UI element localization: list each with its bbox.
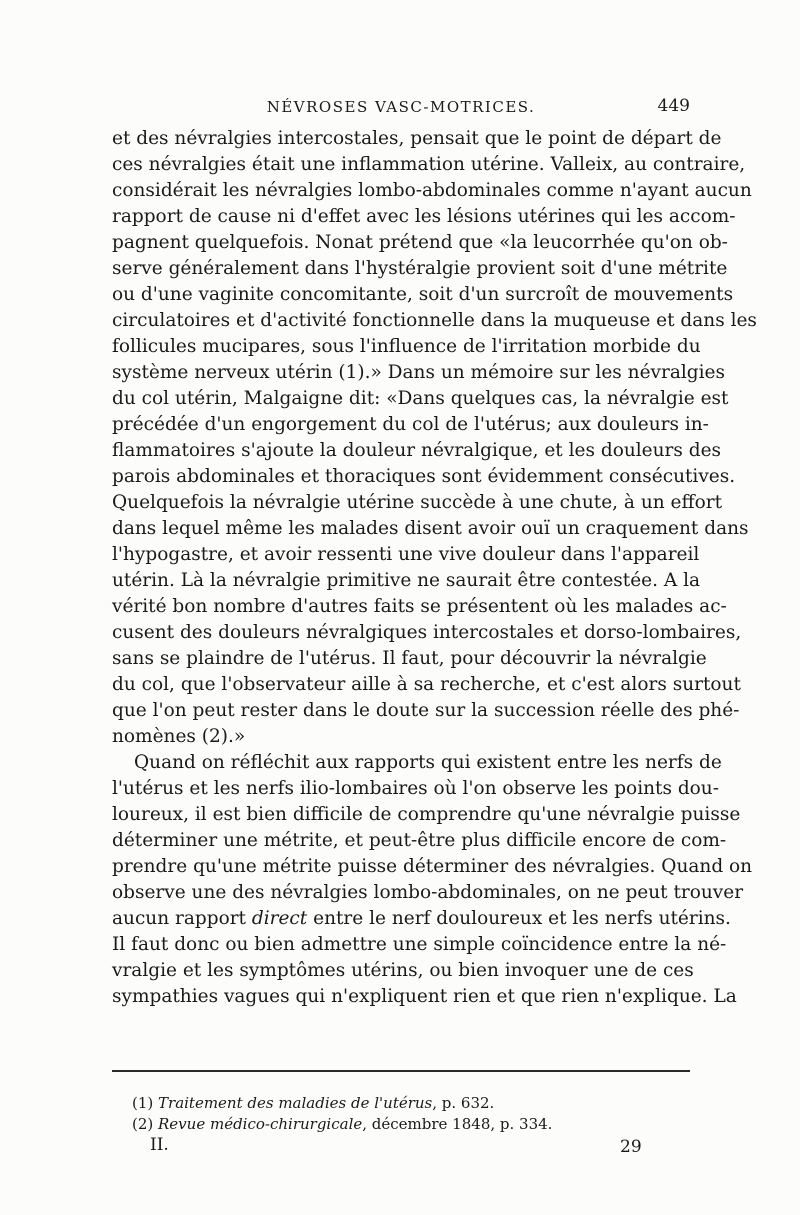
footnote: [132, 1093, 672, 1114]
text-line: [112, 620, 742, 646]
text-line: [112, 776, 719, 802]
text-line: [112, 724, 690, 750]
running-title: NÉVROSES VASC-MOTRICES.: [266, 98, 536, 116]
text-line: [112, 880, 744, 906]
footnote-rule: [112, 1070, 690, 1072]
footnote-title: Traitement des maladies de l'utérus: [158, 1094, 433, 1112]
running-head: [112, 92, 690, 120]
text-run: utérin. Là la névralgie primitive ne saurait être contestée. A la: [112, 570, 701, 591]
footnote-title: Revue médico-chirurgicale: [158, 1115, 363, 1133]
text-run: loureux, il est bien difficile de comprendre qu'une névralgie puisse: [112, 804, 741, 825]
text-line: [112, 568, 701, 594]
text-line: [112, 984, 737, 1010]
text-run: ou d'une vaginite concomitante, soit d'un surcroît de mouvements: [112, 284, 734, 305]
emphasis-run: direct: [251, 908, 308, 929]
text-run: l'hypogastre, et avoir ressenti une vive douleur dans l'appareil: [112, 544, 700, 565]
text-run: du col, que l'observateur aille à sa recherche, et c'est alors surtout: [112, 674, 741, 695]
text-run: rapport de cause ni d'effet avec les lésions utérines qui les accom-: [112, 206, 736, 227]
text-line: [112, 152, 746, 178]
signature-mark: II.: [150, 1135, 169, 1155]
text-run: serve généralement dans l'hystéralgie provient soit d'une métrite: [112, 258, 728, 279]
text-run: l'utérus et les nerfs ilio-lombaires où l'on observe les points dou-: [112, 778, 719, 799]
text-line: [112, 386, 729, 412]
text-run: follicules mucipares, sous l'influence de l'irritation morbide du: [112, 336, 701, 357]
text-run: prendre qu'une métrite puisse déterminer des névralgies. Quand on: [112, 856, 753, 877]
text-run: du col utérin, Malgaigne dit: «Dans quelques cas, la névralgie est: [112, 388, 729, 409]
text-line: [112, 932, 727, 958]
text-run: et des névralgies intercostales, pensait que le point de départ de: [112, 128, 722, 149]
text-run: circulatoires et d'activité fonctionnelle dans la muqueuse et dans les: [112, 310, 757, 331]
text-line: [112, 542, 700, 568]
text-run: Quelquefois la névralgie utérine succède à une chute, à un effort: [112, 492, 723, 513]
text-line: [112, 802, 741, 828]
body-text: [112, 126, 757, 1010]
sheet-number: 29: [620, 1137, 642, 1157]
text-run: sans se plaindre de l'utérus. Il faut, pour découvrir la névralgie: [112, 648, 707, 669]
text-line: [112, 204, 736, 230]
footnotes: [132, 1093, 672, 1135]
footnote-marker: (2): [132, 1115, 159, 1133]
text-run: observe une des névralgies lombo-abdominales, on ne peut trouver: [112, 882, 744, 903]
text-run: système nerveux utérin (1).» Dans un mémoire sur les névralgies: [112, 362, 725, 383]
text-run: considérait les névralgies lombo-abdominales comme n'ayant aucun: [112, 180, 752, 201]
text-run: vérité bon nombre d'autres faits se présentent où les malades ac-: [112, 596, 727, 617]
text-run: aucun rapport: [112, 908, 252, 929]
text-line: [112, 256, 728, 282]
footnote: [132, 1114, 672, 1135]
text-run: parois abdominales et thoraciques sont évidemment consécutives.: [112, 466, 736, 487]
footnote-reference: , p. 632.: [432, 1094, 495, 1112]
text-run: pagnent quelquefois. Nonat prétend que «la leucorrhée qu'on ob-: [112, 232, 728, 253]
text-line: [112, 334, 701, 360]
text-run: cusent des douleurs névralgiques intercostales et dorso-lombaires,: [112, 622, 742, 643]
text-line: [112, 958, 694, 984]
text-run: sympathies vagues qui n'expliquent rien et que rien n'explique. La: [112, 986, 737, 1007]
page-number: 449: [657, 96, 690, 116]
text-line: [112, 906, 731, 932]
text-line: [112, 854, 753, 880]
footnote-reference: , décembre 1848, p. 334.: [362, 1115, 553, 1133]
text-run: entre le nerf douloureux et les nerfs utérins.: [307, 908, 731, 929]
text-run: Quand on réfléchit aux rapports qui existent entre les nerfs de: [134, 752, 722, 773]
text-line: [112, 750, 722, 776]
text-line: [112, 646, 707, 672]
text-line: [112, 438, 722, 464]
text-run: nomènes (2).»: [112, 726, 246, 747]
text-line: [112, 698, 740, 724]
text-line: [112, 516, 749, 542]
text-run: Il faut donc ou bien admettre une simple coïncidence entre la né-: [112, 934, 727, 955]
text-line: [112, 360, 725, 386]
text-run: ces névralgies était une inflammation utérine. Valleix, au contraire,: [112, 154, 746, 175]
text-run: flammatoires s'ajoute la douleur névralgique, et les douleurs des: [112, 440, 722, 461]
text-run: déterminer une métrite, et peut-être plus difficile encore de com-: [112, 830, 727, 851]
text-run: précédée d'un engorgement du col de l'utérus; aux douleurs in-: [112, 414, 709, 435]
text-line: [112, 672, 741, 698]
text-run: dans lequel même les malades disent avoir ouï un craquement dans: [112, 518, 749, 539]
text-line: [112, 490, 723, 516]
text-line: [112, 126, 722, 152]
text-line: [112, 828, 727, 854]
text-line: [112, 594, 727, 620]
text-line: [112, 308, 757, 334]
text-run: vralgie et les symptômes utérins, ou bien invoquer une de ces: [112, 960, 694, 981]
text-line: [112, 230, 728, 256]
footnote-marker: (1): [132, 1094, 159, 1112]
text-line: [112, 178, 752, 204]
text-line: [112, 412, 709, 438]
text-run: que l'on peut rester dans le doute sur la succession réelle des phé-: [112, 700, 740, 721]
text-line: [112, 282, 734, 308]
text-line: [112, 464, 736, 490]
